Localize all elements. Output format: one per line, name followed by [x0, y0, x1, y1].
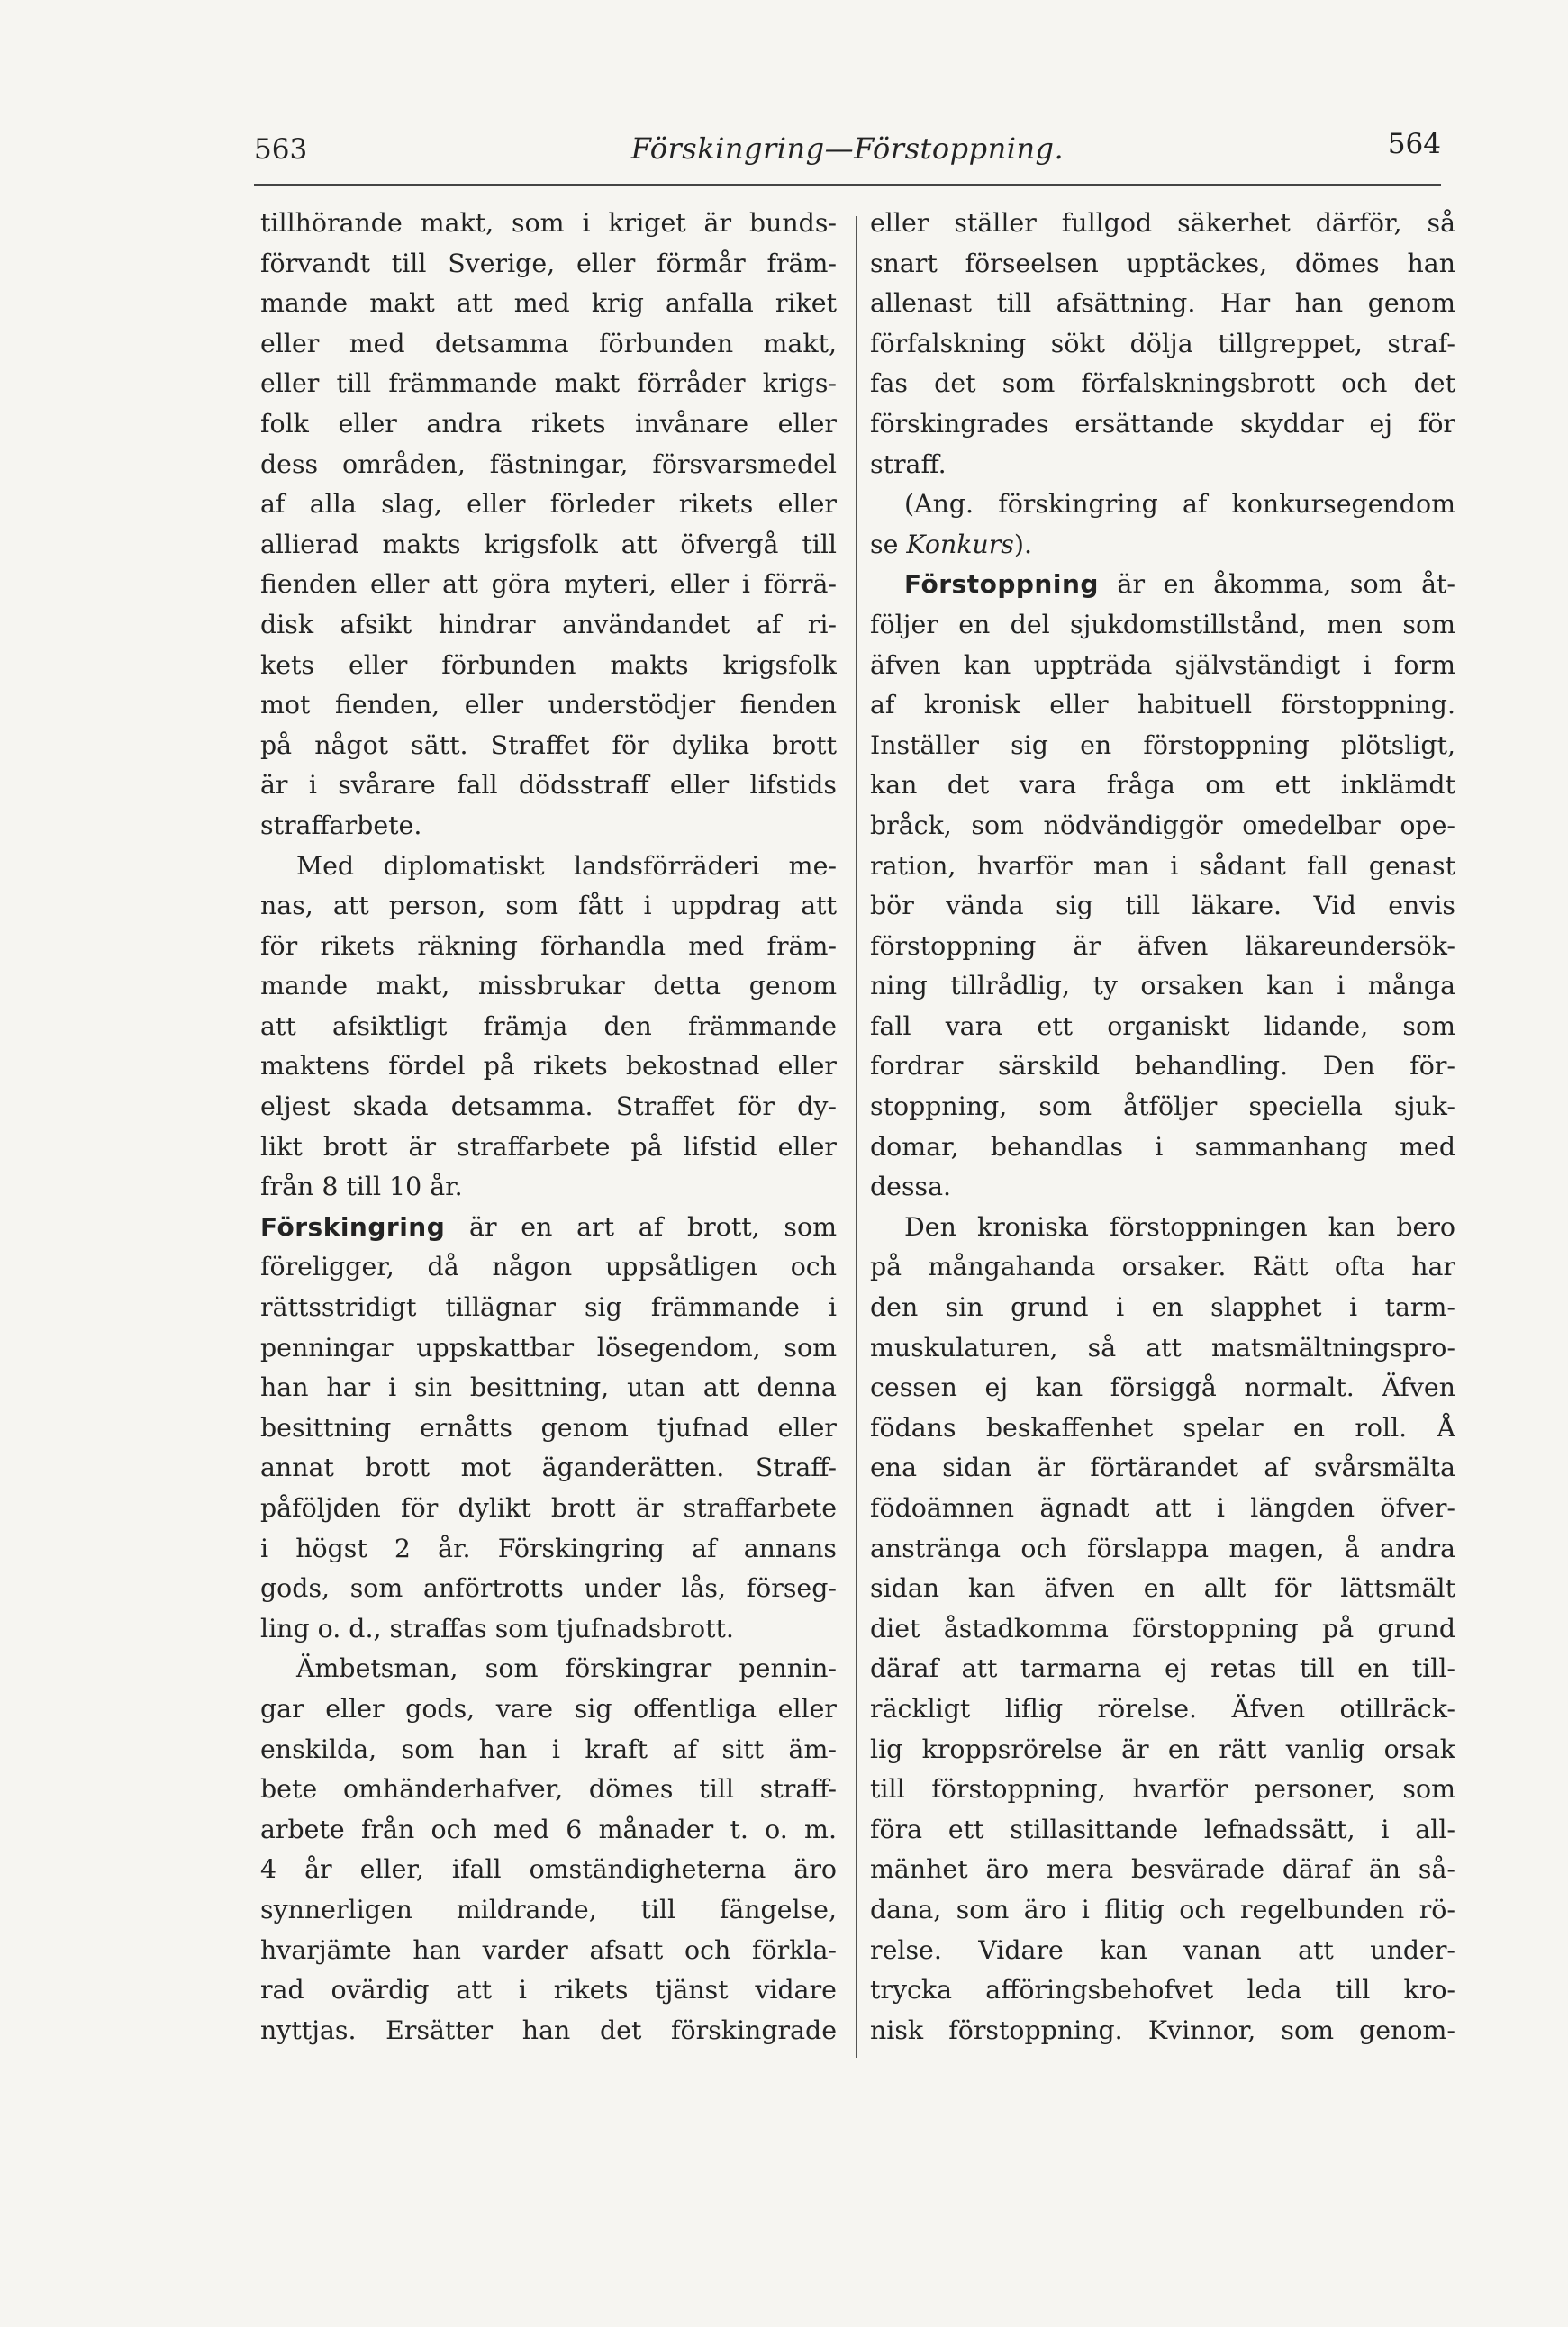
line-text: Den kroniska förstoppningen kan bero [904, 1211, 1455, 1242]
line-text: nisk förstoppning. Kvinnor, som genom- [870, 2015, 1455, 2045]
line-text: gar eller gods, vare sig offentliga eller [260, 1693, 837, 1724]
text-line [870, 646, 1455, 686]
text-line [260, 244, 837, 285]
text-line [260, 847, 837, 887]
line-text: synnerligen mildrande, till fängelse, [260, 1894, 837, 1924]
line-text: mande makt att med krig anfalla riket [260, 288, 837, 319]
text-line [870, 806, 1455, 847]
line-text: nyttjas. Ersätter han det förskingrade [260, 2015, 837, 2045]
line-text: rad ovärdig att i rikets tjänst vidare [260, 1975, 837, 2006]
line-text: föra ett stillasittande lefnadssätt, i all- [870, 1814, 1455, 1844]
text-line [260, 1649, 837, 1689]
text-line [870, 244, 1455, 285]
line-text: födoämnen ägnadt att i längden öfver- [870, 1493, 1455, 1523]
text-line [870, 1448, 1455, 1489]
line-text: på något sätt. Straffet för dylika brott [260, 729, 837, 760]
text-line [260, 1288, 837, 1328]
line-text: annat brott mot äganderätten. Straff- [260, 1453, 837, 1483]
line-text: fordrar särskild behandling. Den för- [870, 1051, 1455, 1082]
keyword-heading: Förskingring [260, 1211, 446, 1242]
line-text: födans beskaffenhet spelar en roll. Å [870, 1412, 1455, 1443]
text-line [260, 1609, 837, 1650]
line-text: fall vara ett organiskt lidande, som [870, 1010, 1455, 1041]
line-text: bråck, som nödvändiggör omedelbar ope- [870, 810, 1455, 840]
left-column [260, 204, 837, 2051]
text-line [870, 1730, 1455, 1770]
text-line [870, 1167, 1455, 1208]
text-line [260, 324, 837, 365]
page-number-left: 563 [254, 133, 308, 166]
line-text: eller ställer fullgod säkerhet därför, så [870, 208, 1455, 238]
line-text: muskulaturen, så att matsmältningspro- [870, 1332, 1455, 1363]
text-line [870, 324, 1455, 365]
line-text: anstränga och förslappa magen, å andra [870, 1533, 1455, 1563]
text-line [870, 1649, 1455, 1689]
cross-reference: Konkurs [906, 529, 1014, 559]
text-line [260, 646, 837, 686]
text-line [260, 1127, 837, 1168]
line-text: Ämbetsman, som förskingrar pennin- [296, 1653, 837, 1684]
text-line [260, 1489, 837, 1529]
text-line [260, 1208, 837, 1248]
text-line [870, 2011, 1455, 2051]
text-line [870, 1569, 1455, 1609]
line-text: domar, behandlas i sammanhang med [870, 1131, 1455, 1162]
line-text: eller till främmande makt förråder krigs- [260, 368, 837, 399]
line-text: till förstoppning, hvarför personer, som [870, 1774, 1455, 1805]
line-text: penningar uppskattbar lösegendom, som [260, 1332, 837, 1363]
line-text: sidan kan äfven en allt för lättsmält [870, 1573, 1455, 1604]
line-text: cessen ej kan försiggå normalt. Äfven [870, 1372, 1455, 1403]
line-text: bör vända sig till läkare. Vid envis [870, 891, 1455, 921]
line-text: diet åstadkomma förstoppning på grund [870, 1613, 1455, 1643]
line-text: dana, som äro i flitig och regelbunden rö- [870, 1894, 1455, 1924]
text-line [260, 364, 837, 404]
text-line [260, 685, 837, 726]
line-text: relse. Vidare kan vanan att under- [870, 1934, 1455, 1965]
text-line [870, 1408, 1455, 1449]
line-text: äfven kan uppträda självständigt i form [870, 649, 1455, 680]
line-text: tillhörande makt, som i kriget är bunds- [260, 208, 837, 238]
text-line [260, 1046, 837, 1087]
text-line [260, 1448, 837, 1489]
line-text: kan det vara fråga om ett inklämdt [870, 770, 1455, 801]
line-text: fienden eller att göra myteri, eller i förrä- [260, 569, 837, 600]
line-text: trycka afföringsbehofvet leda till kro- [870, 1975, 1455, 2006]
text-line [870, 966, 1455, 1007]
line-text: maktens fördel på rikets bekostnad eller [260, 1051, 837, 1082]
line-text: förskingrades ersättande skyddar ej för [870, 408, 1455, 439]
text-line [260, 1970, 837, 2011]
line-text: gods, som anförtrotts under lås, förseg- [260, 1573, 837, 1604]
text-line [260, 1167, 837, 1208]
text-line [870, 565, 1455, 605]
line-text: är en art af brott, som [445, 1211, 837, 1242]
text-line [870, 726, 1455, 766]
line-text: i högst 2 år. Förskingring af annans [260, 1533, 837, 1563]
line-text: eller med detsamma förbunden makt, [260, 328, 837, 358]
line-text: rättsstridigt tillägnar sig främmande i [260, 1292, 837, 1323]
text-line [260, 1689, 837, 1730]
line-text: straff. [870, 448, 947, 479]
line-text: enskilda, som han i kraft af sitt äm- [260, 1734, 837, 1764]
text-line [260, 605, 837, 646]
text-line [870, 1127, 1455, 1168]
text-line [870, 1208, 1455, 1248]
line-text: lig kroppsrörelse är en rätt vanlig orsak [870, 1734, 1455, 1764]
text-line [260, 204, 837, 244]
text-line [870, 1529, 1455, 1570]
text-line [260, 1890, 837, 1931]
line-text: allenast till afsättning. Har han genom [870, 288, 1455, 319]
text-line [870, 1970, 1455, 2011]
line-text: kets eller förbunden makts krigsfolk [260, 649, 837, 680]
text-line [260, 886, 837, 927]
text-line [870, 1328, 1455, 1369]
text-line [870, 404, 1455, 445]
line-text: ning tillrådlig, ty orsaken kan i många [870, 971, 1455, 1001]
text-line [260, 1007, 837, 1047]
page-number-right: 564 [1387, 128, 1441, 160]
line-text: se [870, 529, 907, 559]
line-text: på mångahanda orsaker. Rätt ofta har [870, 1252, 1455, 1282]
text-line [260, 1368, 837, 1408]
text-line [870, 1288, 1455, 1328]
text-line [260, 284, 837, 324]
line-text: straffarbete. [260, 810, 422, 840]
text-line [870, 1890, 1455, 1931]
text-line [870, 685, 1455, 726]
text-line [260, 966, 837, 1007]
text-line [260, 1408, 837, 1449]
line-text: Med diplomatiskt landsförräderi me- [296, 850, 837, 881]
keyword-heading: Förstoppning [904, 569, 1099, 600]
text-line [870, 1046, 1455, 1087]
line-text: räckligt liflig rörelse. Äfven otillräck- [870, 1693, 1455, 1724]
text-line [870, 1810, 1455, 1851]
text-line [260, 726, 837, 766]
line-text: folk eller andra rikets invånare eller [260, 408, 837, 439]
line-text: disk afsikt hindrar användandet af ri- [260, 609, 837, 639]
line-text: likt brott är straffarbete på lifstid eller [260, 1131, 837, 1162]
line-text: dessa. [870, 1172, 952, 1202]
line-text: snart förseelsen upptäckes, dömes han [870, 248, 1455, 278]
line-text: allierad makts krigsfolk att öfvergå till [260, 529, 837, 559]
text-line [870, 1850, 1455, 1890]
line-text: ena sidan är förtärandet af svårsmälta [870, 1453, 1455, 1483]
line-text: dess områden, fästningar, försvarsmedel [260, 448, 837, 479]
text-line [870, 525, 1455, 566]
text-line [870, 445, 1455, 485]
line-text: nas, att person, som fått i uppdrag att [260, 891, 837, 921]
text-line [260, 2011, 837, 2051]
text-line [870, 1247, 1455, 1288]
text-line [260, 806, 837, 847]
line-text: af kronisk eller habituell förstoppning. [870, 690, 1455, 720]
text-line [260, 1931, 837, 1971]
line-text: förfalskning sökt dölja tillgreppet, straf- [870, 328, 1455, 358]
line-text: från 8 till 10 år. [260, 1172, 463, 1202]
line-text: för rikets räkning förhandla med främ- [260, 930, 837, 961]
page-header [254, 128, 1441, 182]
line-text: förvandt till Sverige, eller förmår främ- [260, 248, 837, 278]
line-text: är en åkomma, som åt- [1098, 569, 1455, 600]
line-text: däraf att tarmarna ej retas till en till- [870, 1653, 1455, 1684]
line-text: af alla slag, eller förleder rikets eller [260, 489, 837, 520]
text-line [260, 1810, 837, 1851]
text-line [870, 765, 1455, 806]
text-line [260, 1850, 837, 1890]
text-line [260, 404, 837, 445]
text-line [260, 1247, 837, 1288]
line-text: arbete från och med 6 månader t. o. m. [260, 1814, 837, 1844]
right-column [870, 204, 1455, 2051]
text-line [260, 765, 837, 806]
text-line [260, 1328, 837, 1369]
header-rule [254, 184, 1441, 186]
text-line [870, 1931, 1455, 1971]
line-text: förstoppning är äfven läkareundersök- [870, 930, 1455, 961]
text-line [870, 1368, 1455, 1408]
line-text: mänhet äro mera besvärade däraf än så- [870, 1854, 1455, 1885]
line-text: besittning ernåtts genom tjufnad eller [260, 1412, 837, 1443]
line-text: bete omhänderhafver, dömes till straff- [260, 1774, 837, 1805]
text-line [870, 1489, 1455, 1529]
text-line [870, 204, 1455, 244]
text-line [870, 886, 1455, 927]
line-text: den sin grund i en slapphet i tarm- [870, 1292, 1455, 1323]
text-line [870, 605, 1455, 646]
text-line [870, 1087, 1455, 1127]
text-line [870, 364, 1455, 404]
line-text: stoppning, som åtföljer speciella sjuk- [870, 1091, 1455, 1122]
text-line [260, 445, 837, 485]
column-divider [856, 216, 857, 2058]
text-line [260, 565, 837, 605]
line-text: ling o. d., straffas som tjufnadsbrott. [260, 1613, 734, 1643]
line-text: är i svårare fall dödsstraff eller lifstids [260, 770, 837, 801]
line-text: Inställer sig en förstoppning plötsligt, [870, 729, 1455, 760]
line-text: mot fienden, eller understödjer fienden [260, 690, 837, 720]
text-line [260, 1770, 837, 1810]
text-line [260, 1087, 837, 1127]
running-title: Förskingring—Förstoppning. [630, 131, 1065, 166]
text-line [260, 1730, 837, 1770]
line-text: eljest skada detsamma. Straffet för dy- [260, 1091, 837, 1122]
line-text: ration, hvarför man i sådant fall genast [870, 850, 1455, 881]
text-line [870, 847, 1455, 887]
text-line [260, 927, 837, 967]
text-line [870, 484, 1455, 525]
text-line [260, 525, 837, 566]
line-text: han har i sin besittning, utan att denna [260, 1372, 837, 1403]
line-text: 4 år eller, ifall omständigheterna äro [260, 1854, 837, 1885]
line-text: fas det som förfalskningsbrott och det [870, 368, 1455, 399]
text-line [260, 484, 837, 525]
line-text: ). [1013, 529, 1032, 559]
line-text: att afsiktligt främja den främmande [260, 1010, 837, 1041]
line-text: mande makt, missbrukar detta genom [260, 971, 837, 1001]
text-line [870, 1007, 1455, 1047]
line-text: påföljden för dylikt brott är straffarbete [260, 1493, 837, 1523]
line-text: föreligger, då någon uppsåtligen och [260, 1252, 837, 1282]
text-line [870, 1770, 1455, 1810]
text-line [260, 1569, 837, 1609]
line-text: (Ang. förskingring af konkursegendom [904, 489, 1455, 520]
text-line [870, 284, 1455, 324]
text-line [870, 1689, 1455, 1730]
line-text: hvarjämte han varder afsatt och förkla- [260, 1934, 837, 1965]
line-text: följer en del sjukdomstillstånd, men som [870, 609, 1455, 639]
text-line [870, 1609, 1455, 1650]
text-line [870, 927, 1455, 967]
text-line [260, 1529, 837, 1570]
